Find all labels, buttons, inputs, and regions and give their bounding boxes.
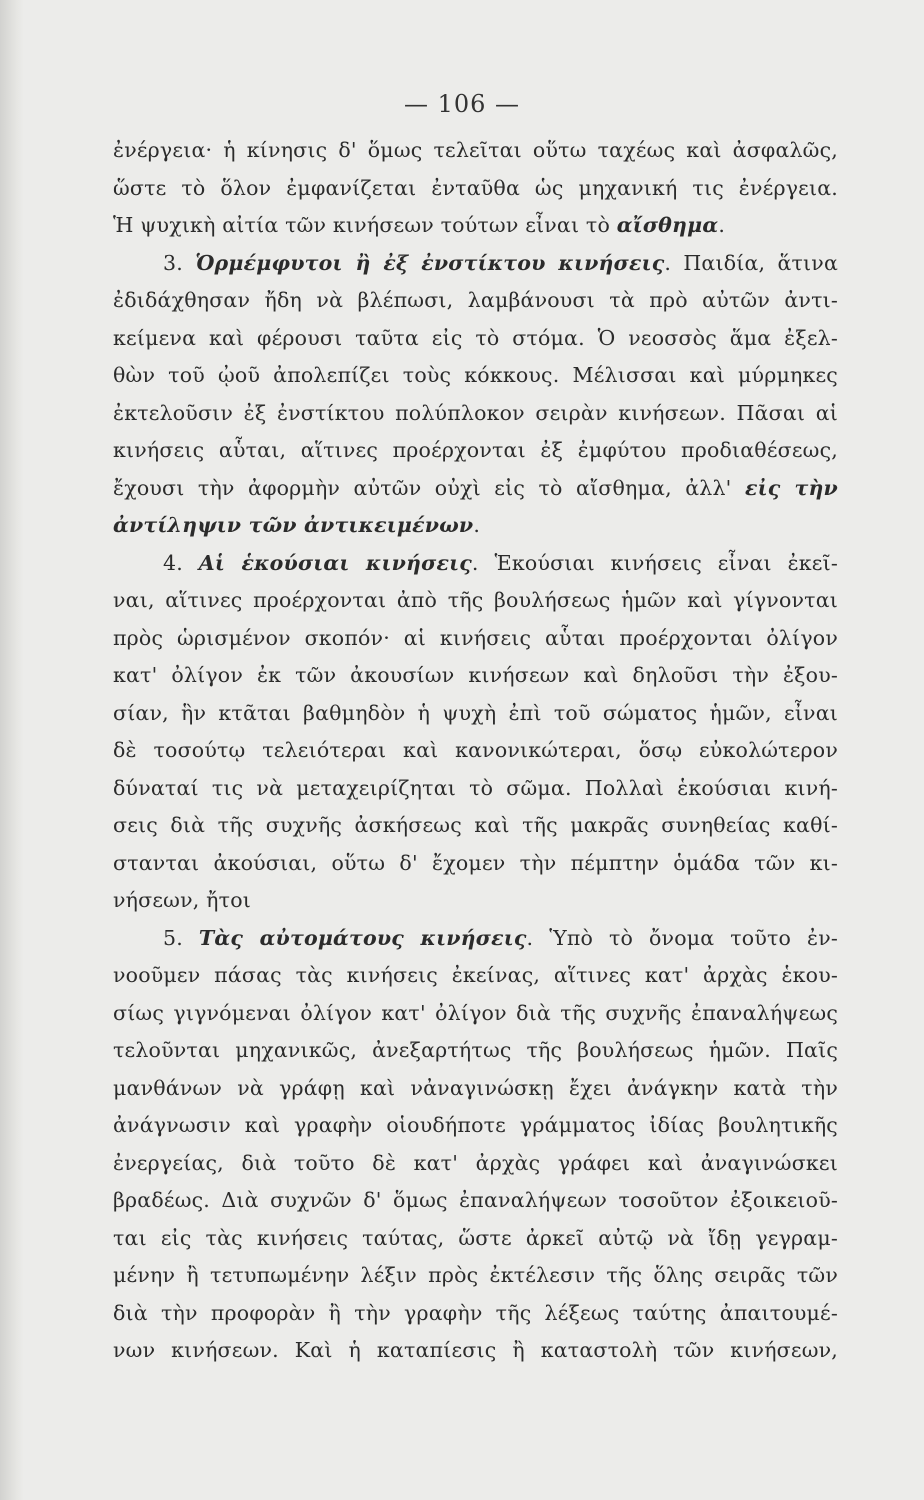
text-segment: ἀνάγνωσιν καὶ γραφὴν οἱουδήποτε γράμματος ἰδίας βουλητικῆς [113,1113,838,1137]
page-number: — 106 — [403,90,521,118]
text-line [113,432,838,470]
body-text [113,132,838,1370]
text-line [113,1070,838,1108]
text-segment: νοοῦμεν πάσας τὰς κινήσεις ἐκείνας, αἵτινες κατ' ἀρχὰς ἑκου- [113,963,838,987]
text-segment: σίως γιγνόμεναι ὀλίγον κατ' ὀλίγον διὰ τῆς συχνῆς ἐπαναλήψεως [113,1000,838,1025]
text-segment: ὥστε τὸ ὅλον ἐμφανίζεται ἐνταῦθα ὡς μηχανική τις ἐνέργεια. [113,175,838,200]
text-line [113,807,838,845]
text-segment: στανται ἀκούσιαι, οὕτω δ' ἔχομεν τὴν πέμπτην ὁμάδα τῶν κι- [113,850,838,875]
emphasis-text: Αἱ ἑκούσιαι κινήσεις [198,550,472,575]
text-line [113,995,838,1033]
text-segment: 3. [163,250,196,275]
text-line [113,282,838,320]
text-segment: ἔχουσι τὴν ἀφορμὴν αὐτῶν οὐχὶ εἰς τὸ αἴσθημα, ἀλλ' [113,475,745,500]
text-segment: νήσεων, ἤτοι [113,888,251,912]
text-line [113,507,838,545]
text-line [113,657,838,695]
text-line [113,845,838,883]
text-line [113,882,838,920]
emphasis-text: αἴσθημα [616,213,719,237]
text-line [113,620,838,658]
text-segment: νων κινήσεων. Καὶ ἡ καταπίεσις ἢ καταστολὴ τῶν κινήσεων, [113,1338,838,1362]
text-segment: κατ' ὀλίγον ἐκ τῶν ἀκουσίων κινήσεων καὶ δηλοῦσι τὴν ἐξου- [113,663,838,687]
text-segment: ται εἰς τὰς κινήσεις ταύτας, ὥστε ἀρκεῖ αὐτῷ νὰ ἴδῃ γεγραμ- [113,1225,838,1250]
text-line [113,1332,838,1370]
text-line [113,470,838,508]
text-line [113,132,838,170]
text-line [113,245,838,283]
text-segment: δὲ τοσούτῳ τελειότεραι καὶ κανονικώτεραι, ὅσῳ εὐκολώτερον [113,738,838,762]
text-segment: μανθάνων νὰ γράφῃ καὶ νἀναγινώσκῃ ἔχει ἀνάγκην κατὰ τὴν [113,1075,838,1100]
text-line [113,582,838,620]
text-segment: κινήσεις αὗται, αἵτινες προέρχονται ἐξ ἐμφύτου προδιαθέσεως, [113,438,838,462]
text-line [113,1295,838,1333]
text-segment: Ἡ ψυχικὴ αἰτία τῶν κινήσεων τούτων εἶναι τὸ [113,213,617,237]
text-line [113,1257,838,1295]
emphasis-text: εἰς τὴν [744,475,838,500]
text-segment: . [473,513,481,537]
text-segment: σίαν, ἣν κτᾶται βαθμηδὸν ἡ ψυχὴ ἐπὶ τοῦ σώματος ἡμῶν, εἶναι [113,700,838,725]
text-line [113,395,838,433]
text-segment: . [718,213,726,237]
text-line [113,357,838,395]
text-line [113,695,838,733]
text-line [113,1182,838,1220]
text-segment: τελοῦνται μηχανικῶς, ἀνεξαρτήτως τῆς βουλήσεως ἡμῶν. Παῖς [113,1038,838,1062]
text-line [113,207,838,245]
emphasis-text: ἀντίληψιν τῶν ἀντικειμένων [113,513,474,537]
text-segment: πρὸς ὡρισμένον σκοπόν· αἱ κινήσεις αὗται προέρχονται ὀλίγον [113,625,838,650]
text-segment: 4. [163,550,199,575]
emphasis-text: Ὁρμέμφυτοι ἢ ἐξ ἐνστίκτου κινήσεις [195,250,665,275]
emphasis-text: Τὰς αὐτομάτους κινήσεις [198,925,527,950]
text-segment: σεις διὰ τῆς συχνῆς ἀσκήσεως καὶ τῆς μακρᾶς συνηθείας καθί- [113,813,838,837]
text-segment: διὰ τὴν προφορὰν ἢ τὴν γραφὴν τῆς λέξεως ταύτης ἀπαιτουμέ- [113,1300,838,1325]
text-segment: μένην ἢ τετυπωμένην λέξιν πρὸς ἐκτέλεσιν τῆς ὅλης σειρᾶς τῶν [113,1263,838,1287]
text-line [113,957,838,995]
text-segment: θὼν τοῦ ᾠοῦ ἀπολεπίζει τοὺς κόκκους. Μέλισσαι καὶ μύρμηκες [113,363,838,387]
text-line [113,770,838,808]
text-line [113,1032,838,1070]
text-segment: ναι, αἵτινες προέρχονται ἀπὸ τῆς βουλήσεως ἡμῶν καὶ γίγνονται [113,588,838,612]
text-line [113,320,838,358]
text-line [113,1220,838,1258]
binding-shadow [0,0,24,1500]
text-line [113,1145,838,1183]
text-segment: ἐδιδάχθησαν ἤδη νὰ βλέπωσι, λαμβάνουσι τὰ πρὸ αὐτῶν ἀντι- [113,288,838,312]
text-segment: ἐκτελοῦσιν ἐξ ἐνστίκτου πολύπλοκον σειρὰν κινήσεων. Πᾶσαι αἱ [113,400,838,425]
text-line [113,732,838,770]
text-line [113,170,838,208]
text-segment: βραδέως. Διὰ συχνῶν δ' ὅμως ἐπαναλήψεων τοσοῦτον ἐξοικειοῦ- [113,1188,838,1212]
text-segment: δύναταί τις νὰ μεταχειρίζηται τὸ σῶμα. Πολλαὶ ἑκούσιαι κινή- [113,775,838,800]
text-line [113,1107,838,1145]
text-segment: . Ἑκούσιαι κινήσεις εἶναι ἐκεῖ- [471,550,838,575]
text-segment: κείμενα καὶ φέρουσι ταῦτα εἰς τὸ στόμα. Ὁ νεοσσὸς ἅμα ἐξελ- [113,325,838,350]
text-line [113,920,838,958]
text-segment: ἐνεργείας, διὰ τοῦτο δὲ κατ' ἀρχὰς γράφει καὶ ἀναγινώσκει [113,1150,838,1175]
text-segment: . Παιδία, ἅτινα [664,250,838,275]
text-segment: . Ὑπὸ τὸ ὄνομα τοῦτο ἐν- [526,925,838,950]
text-segment: ἐνέργεια· ἡ κίνησις δ' ὅμως τελεῖται οὕτω ταχέως καὶ ἀσφαλῶς, [113,138,838,162]
text-segment: 5. [163,925,199,950]
text-line [113,545,838,583]
